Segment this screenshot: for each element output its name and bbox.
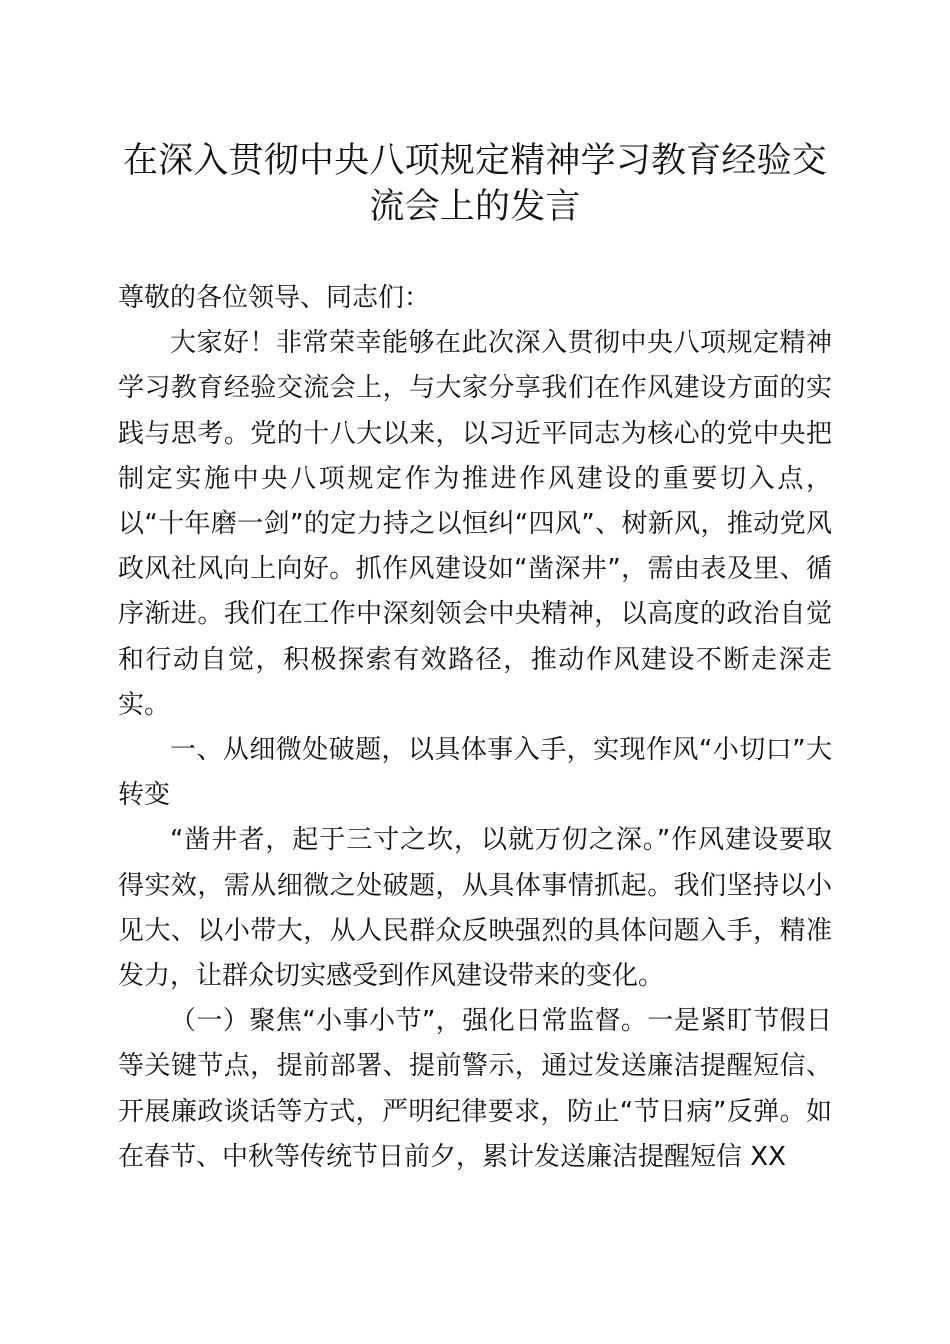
paragraph-intro: 大家好！非常荣幸能够在此次深入贯彻中央八项规定精神学习教育经验交流会上，与大家分享我们在作风建设方面的实践与思考。党的十八大以来，以习近平同志为核心的党中央把制定实施中央八项规定作为推进作风建设的重要切入点，以“十年磨一剑”的定力持之以恒纠“四风”、树新风，推动党风政风社风向上向好。抓作风建设如“凿深井”，需由表及里、循序渐进。我们在工作中深刻领会中央精神，以高度的政治自觉和行动自觉，积极探索有效路径，推动作风建设不断走深走实。 — [118, 328, 832, 720]
document-body — [118, 276, 832, 1180]
salutation: 尊敬的各位领导、同志们： — [118, 283, 431, 313]
paragraph-section-1: “凿井者，起于三寸之坎，以就万仞之深。”作风建设要取得实效，需从细微之处破题，从具体事情抓起。我们坚持以小见大、以小带大，从人民群众反映强烈的具体问题入手，精准发力，让群众切实感受到作风建设带来的变化。 — [118, 825, 832, 992]
document-title: 在深入贯彻中央八项规定精神学习教育经验交流会上的发言 — [122, 141, 827, 227]
paragraph-subsection-1: （一）聚焦“小事小节”，强化日常监督。一是紧盯节假日等关键节点，提前部署、提前警示，通过发送廉洁提醒短信、开展廉政谈话等方式，严明纪律要求，防止“节日病”反弹。如在春节、中秋等传统节日前夕，累计发送廉洁提醒短信 XX — [118, 1006, 832, 1172]
document-page — [118, 138, 832, 1180]
section-heading-1: 一、从细微处破题，以具体事入手，实现作风“小切口”大转变 — [118, 735, 832, 811]
